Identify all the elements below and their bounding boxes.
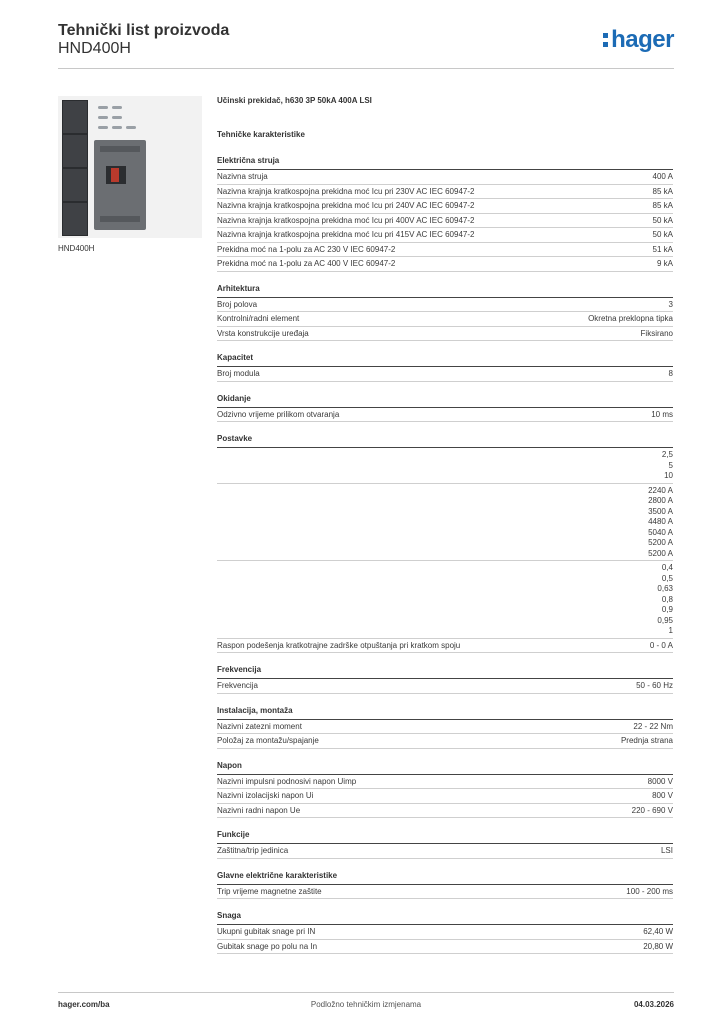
spec-label: Nazivni izolacijski napon Ui [217,791,314,800]
spec-row [217,885,673,900]
spec-value [636,681,673,692]
spec-value [633,722,673,733]
spec-value-line: 85 kA [652,201,673,210]
spec-row [217,940,673,955]
spec-label: Frekvencija [217,681,258,690]
spec-row [217,199,673,214]
spec-content [217,96,673,954]
spec-value [643,927,673,938]
screw-icon [126,126,136,129]
spec-label: Trip vrijeme magnetne zaštite [217,886,322,896]
spec-value [653,187,673,198]
spec-label: Položaj za montažu/spajanje [217,736,319,745]
page-footer [58,992,674,1015]
spec-label: Zaštitna/trip jedinica [217,846,289,855]
spec-label: Nazivna struja [217,172,268,181]
spec-section [217,665,673,694]
spec-value-line: Prednja strana [620,736,673,745]
spec-value [653,172,673,183]
spec-value [641,329,673,340]
rotary-handle-icon [111,168,119,182]
spec-value [588,314,673,325]
spec-value [669,369,673,380]
spec-value-line: 10 ms [651,409,673,419]
spec-value-line: 22 - 22 Nm [633,721,673,731]
spec-row [217,679,673,694]
spec-value-line: 10 [664,471,673,480]
spec-value-line: 0,95 [657,615,673,625]
spec-value [651,410,673,421]
screw-icon [112,116,122,119]
spec-value [648,486,673,560]
spec-value [657,259,673,270]
terminal-bar [100,216,140,222]
section-heading: Glavne električne karakteristike [217,871,673,885]
footer-disclaimer: Podložno tehničkim izmjenama [310,1000,422,1009]
spec-label: Prekidna moć na 1-polu za AC 230 V IEC 60947-2 [217,244,396,254]
screw-icon [112,106,122,109]
spec-value-line: 50 - 60 Hz [636,681,673,690]
spec-value [661,846,673,857]
spec-value-line: 400 A [652,172,673,181]
section-heading: Okidanje [217,394,673,408]
footer-website: hager.com/ba [58,1000,110,1009]
spec-section [217,434,673,653]
spec-section [217,706,673,749]
spec-row [217,639,673,654]
section-heading: Funkcije [217,830,673,844]
product-code: HND400H [58,40,131,57]
spec-row [217,214,673,229]
spec-value [643,942,673,953]
spec-row [217,298,673,313]
spec-value-line: 3 [668,299,673,309]
spec-value-line: 62,40 W [643,927,673,936]
spec-label: Raspon podešenja kratkotrajne zadrške otpuštanja pri kratkom spoju [217,640,461,650]
spec-value-line: 0,9 [661,605,673,614]
spec-value-line: Fiksirano [640,328,673,338]
spec-label: Odzivno vrijeme prilikom otvaranja [217,409,340,419]
spec-row [217,720,673,735]
spec-value-line: 3500 A [648,506,673,516]
footer-date: 04.03.2026 [633,1000,674,1009]
spec-section [217,911,673,954]
screw-icon [98,116,108,119]
spec-value [650,641,673,652]
spec-label: Nazivna krajnja kratkospojna prekidna moć Icu pri 400V AC IEC 60947-2 [217,215,475,225]
spec-value-line: 8 [668,369,673,378]
spec-label: Nazivna krajnja kratkospojna prekidna moć Icu pri 415V AC IEC 60947-2 [217,230,475,239]
section-heading: Arhitektura [217,284,673,298]
spec-value-line: 100 - 200 ms [626,886,673,896]
spec-value-line: 220 - 690 V [631,805,673,815]
spec-value-line: 0,4 [661,563,673,572]
spec-label: Broj polova [217,299,258,309]
spec-value-line: 5 [668,460,673,470]
spec-label: Vrsta konstrukcije uređaja [217,328,309,338]
spec-value-line: 50 kA [652,230,673,239]
section-heading: Napon [217,761,673,775]
spec-row [217,561,673,639]
cover-panel [62,100,88,134]
spec-row [217,775,673,790]
spec-row [217,228,673,243]
spec-value-line: 8000 V [647,776,673,786]
spec-label: Nazivni zatezni moment [217,721,302,731]
section-heading: Snaga [217,911,673,925]
spec-value-line: 0,8 [661,594,673,604]
spec-row [217,789,673,804]
spec-section [217,761,673,819]
document-title: Tehnički list proizvoda [58,22,230,39]
screw-icon [98,106,108,109]
section-heading: Frekvencija [217,665,673,679]
spec-value-line: 5200 A [648,548,673,558]
terminal-bar [100,146,140,152]
spec-value-line: 0,5 [661,573,673,583]
spec-section [217,156,673,272]
spec-row [217,243,673,258]
spec-row [217,257,673,272]
spec-section [217,284,673,342]
spec-value [653,201,673,212]
image-caption: HND400H [58,244,95,253]
screw-icon [98,126,108,129]
spec-value-line: Okretna preklopna tipka [588,314,673,323]
spec-row [217,484,673,562]
tech-characteristics-heading: Tehničke karakteristike [217,130,305,139]
spec-value [652,791,673,802]
spec-value-line: 800 V [652,791,673,800]
spec-value-line: 0 - 0 A [649,640,673,650]
spec-value [653,230,673,241]
cover-panel [62,202,88,236]
spec-sections [217,156,673,954]
spec-label: Kontrolni/radni element [217,314,300,323]
spec-section [217,394,673,423]
spec-section [217,871,673,900]
section-heading: Postavke [217,434,673,448]
spec-row [217,734,673,749]
spec-value [662,450,673,482]
spec-label: Ukupni gubitak snage pri IN [217,927,316,936]
product-image [58,96,202,238]
spec-value-line: 4480 A [648,517,673,526]
section-heading: Električna struja [217,156,673,170]
spec-row [217,185,673,200]
spec-row [217,312,673,327]
spec-value-line: 0,63 [657,584,673,593]
spec-value-line: 1 [668,626,673,635]
spec-label: Gubitak snage po polu na In [217,941,318,951]
spec-label: Nazivni impulsni podnosivi napon Uimp [217,776,357,786]
spec-label: Nazivna krajnja kratkospojna prekidna moć Icu pri 240V AC IEC 60947-2 [217,201,475,210]
spec-row [217,367,673,382]
logo-text: hager [611,26,674,53]
spec-value-line: 2240 A [648,485,673,495]
spec-value-line: 85 kA [652,186,673,196]
spec-value-line: 2,5 [661,450,673,459]
spec-row [217,925,673,940]
spec-row [217,327,673,342]
logo-colon-icon [603,29,609,49]
spec-label: Broj modula [217,369,260,378]
spec-value [653,216,673,227]
product-title: Učinski prekidač, h630 3P 50kA 400A LSI [217,96,372,105]
spec-value-line: 9 kA [656,259,673,268]
screw-icon [112,126,122,129]
spec-value-line: LSI [660,846,673,855]
spec-value [653,245,673,256]
spec-value [669,300,673,311]
spec-value [626,887,673,898]
hager-logo [603,26,674,54]
spec-label: Nazivni radni napon Ue [217,805,301,815]
section-heading: Kapacitet [217,353,673,367]
spec-value [621,736,673,747]
spec-row [217,448,673,484]
cover-panel [62,168,88,202]
page-header [58,22,674,69]
spec-value [648,777,673,788]
spec-value-line: 5040 A [648,527,673,537]
spec-label: Prekidna moć na 1-polu za AC 400 V IEC 60947-2 [217,259,396,268]
spec-row [217,170,673,185]
spec-label: Nazivna krajnja kratkospojna prekidna moć Icu pri 230V AC IEC 60947-2 [217,186,475,196]
spec-value-line: 50 kA [652,215,673,225]
spec-row [217,408,673,423]
spec-value [657,563,673,637]
breaker-body [94,140,146,230]
spec-value [632,806,673,817]
spec-value-line: 2800 A [648,496,673,505]
spec-value-line: 51 kA [652,244,673,254]
spec-row [217,804,673,819]
spec-value-line: 5200 A [648,538,673,547]
cover-panel [62,134,88,168]
spec-section [217,830,673,859]
spec-value-line: 20,80 W [643,941,673,951]
section-heading: Instalacija, montaža [217,706,673,720]
spec-section [217,353,673,382]
spec-row [217,844,673,859]
